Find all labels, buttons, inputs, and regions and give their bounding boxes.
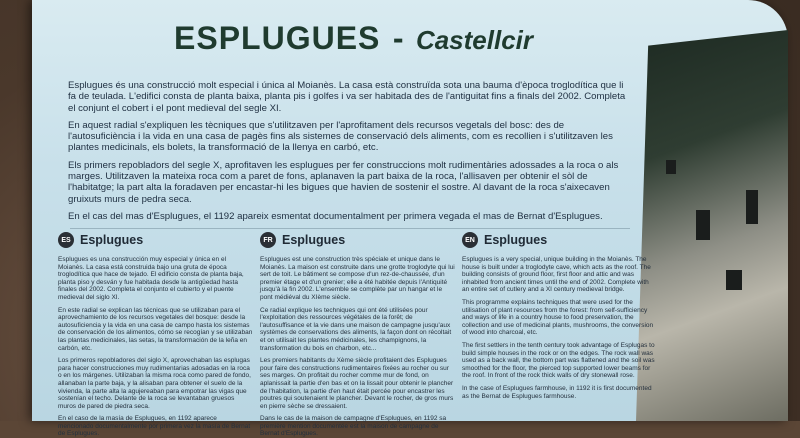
title-separator: - — [392, 20, 404, 56]
title-main: ESPLUGUES — [174, 20, 381, 56]
house-photo — [636, 30, 788, 421]
column-paragraph: Esplugues es una construcción muy especial y única en el Moianès. La casa está construida bajo una gruta de época troglodítica que hace de tejado. El edificio consta de planta baja, planta piso y desván y fue habitada desde la antigüedad hasta finales del 2002. Completa el conjunto el cubierto y el puente medieval del siglo XI. — [58, 256, 244, 301]
column-english — [462, 232, 657, 421]
column-header — [260, 232, 455, 248]
translations — [48, 232, 655, 438]
column-paragraph: In the case of Esplugues farmhouse, in 1192 it is first documented as the Bernat de Esplugues farmhouse. — [462, 384, 652, 400]
main-paragraph: En el cas del mas d'Esplugues, el 1192 apareix esmentat documentalment per primera vegada el mas de Bernat d'Esplugues. — [68, 210, 603, 222]
column-text — [462, 256, 657, 400]
main-paragraph: Els primers repobladors del segle X, aprofitaven les esplugues per fer construccions molt rudimentàries adossades a la roca o als marges. Utilitzaven la mateixa roca com a paret de fons, aplanaven la part baixa de la roca, l'allisaven per obtenir el sòl de l'habitatge; la part alta la foradaven per encastar-hi les bigues que havien de sostenir el sostre. Al davant de la roca s'aixecaven gruixuts murs de pedra seca. — [68, 159, 619, 205]
column-french — [260, 232, 455, 438]
column-paragraph: Esplugues is a very special, unique building in the Moianès. The house is built under a troglodyte cave, which acts as the roof. The building consists of ground floor, first floor and attic and was inhabited from ancient times until the end of 2002. Complete with an entire set of cutlery and a XI century medieval bridge. — [462, 256, 651, 294]
column-paragraph: Los primeros repobladores del siglo X, aprovechaban las esplugas para hacer construcciones muy rudimentarias adosadas en la roca o en los márgenes. Utilizaban la misma roca como pared de fondo, allanaban la parte baja, y la alisaban para obtener el suelo de la vivienda, la parte alta la agujereaban para empotrar las vigas que sostenían el techo. Delante de la roca se levantaban gruesos muros de pared de piedra seca. — [58, 357, 251, 410]
column-paragraph: This programme explains techniques that were used for the utilisation of plant resources from the forest: from self-sufficiency and ways of life in a country house to food preservation, the collection and use of medicinal plants, mushrooms, the conversion of wood into charcoal, etc. — [462, 298, 654, 337]
column-paragraph: Esplugues est une construction très spéciale et unique dans le Moianès. La maison est construite dans une grotte troglodyte qui lui sert de toit. Le bâtiment se compose d'un rez-de-chaussée, d'un premier étage et d'un grenier; elle a été habitée depuis l'Antiquité jusqu'à la fin 2002. L'ensemble se complète par un hangar et le pont médiéval du XIème siècle. — [260, 256, 455, 301]
column-title: Esplugues — [282, 233, 346, 247]
column-paragraph: Dans le cas de la maison de campagne d'Esplugues, en 1192 sa première mention documentée est la maison de campagne de Bernat d'Esplugues. — [260, 415, 447, 438]
column-title: Esplugues — [484, 233, 548, 247]
language-badge: EN — [462, 232, 478, 248]
information-sign — [32, 0, 788, 438]
column-header — [58, 232, 253, 248]
catalan-main-text — [68, 80, 633, 228]
language-badge: ES — [58, 232, 74, 248]
main-paragraph: Esplugues és una construcció molt especial i única al Moianès. La casa està construïda sota una bauma d'època troglodítica que li fa de teulada. L'edifici consta de planta baixa, planta pis i golfes i va ser habitada des de l'antiguitat fins a finals del 2002. Completa el conjunt el cobert i el pont medieval del segle XI. — [68, 80, 626, 114]
language-badge: FR — [260, 232, 276, 248]
main-paragraph: En aquest radial s'expliquen les tècniques que s'utilitzaven per l'aprofitament dels recursos vegetals del bosc: des de l'autosuficiència i la vida en una casa de pagès fins als sistemes de conservació dels aliments, com es recollien i s'utilitzaven les plantes medicinals, els bolets, la transformació de la llenya en carbó, etc. — [68, 119, 613, 154]
column-paragraph: The first settlers in the tenth century took advantage of Esplugas to build simple houses in the rock or on the edges. The rock wall was used as a back wall, the bottom part was flattened and the soil was smoothed for the floor, the pierced top supported lower beams for the roof. In front of the rock thick walls of dry stonewall rose. — [462, 341, 655, 380]
section-divider — [70, 228, 630, 229]
column-header — [462, 232, 657, 248]
column-paragraph: Ce radial explique les techniques qui ont été utilisées pour l'exploitation des ressources végétales de la forêt; de l'autosuffisance et la vie dans une maison de campagne jusqu'aux systèmes de conservations des aliments, la façon dont on récoltait et on utilisait les plantes médicinales, les champignons, la transformation du bois en charbon, etc... — [260, 306, 452, 352]
column-spanish — [58, 232, 253, 438]
column-title: Esplugues — [80, 233, 144, 247]
title-subtitle: Castellcir — [415, 25, 534, 55]
column-paragraph: Les premiers habitants du Xème siècle profitaient des Esplugues pour faire des constructions rudimentaires fixées au rocher ou sur ses marges. On profitait du rocher comme mur de fond, on aplanissait la partie d'en bas et on la lissait pour obtenir le plancher de l'habitation, la partie d'en haut était percée pour encastrer les poutres qui soutenaient le plancher. Devant le rocher, de gros murs en pierre sèche se dressaient. — [260, 357, 454, 410]
sign-title — [174, 20, 533, 57]
column-text — [58, 256, 253, 438]
column-paragraph: En el caso de la masía de Esplugues, en 1192 aparece mencionado documentalmente por primera vez la masía de Bernat de Esplugues. — [58, 415, 251, 438]
column-paragraph: En este radial se explican las técnicas que se utilizaban para el aprovechamiento de los recursos vegetales del bosque: desde la autosuficiencia y la vida en una casa de campo hasta los sistemas de conservación de los alimentos, cómo se recogían y se utilizaban las plantas medicinales, las setas, la transformación de la leña en carbón, etc. — [58, 306, 253, 352]
column-text — [260, 256, 455, 438]
